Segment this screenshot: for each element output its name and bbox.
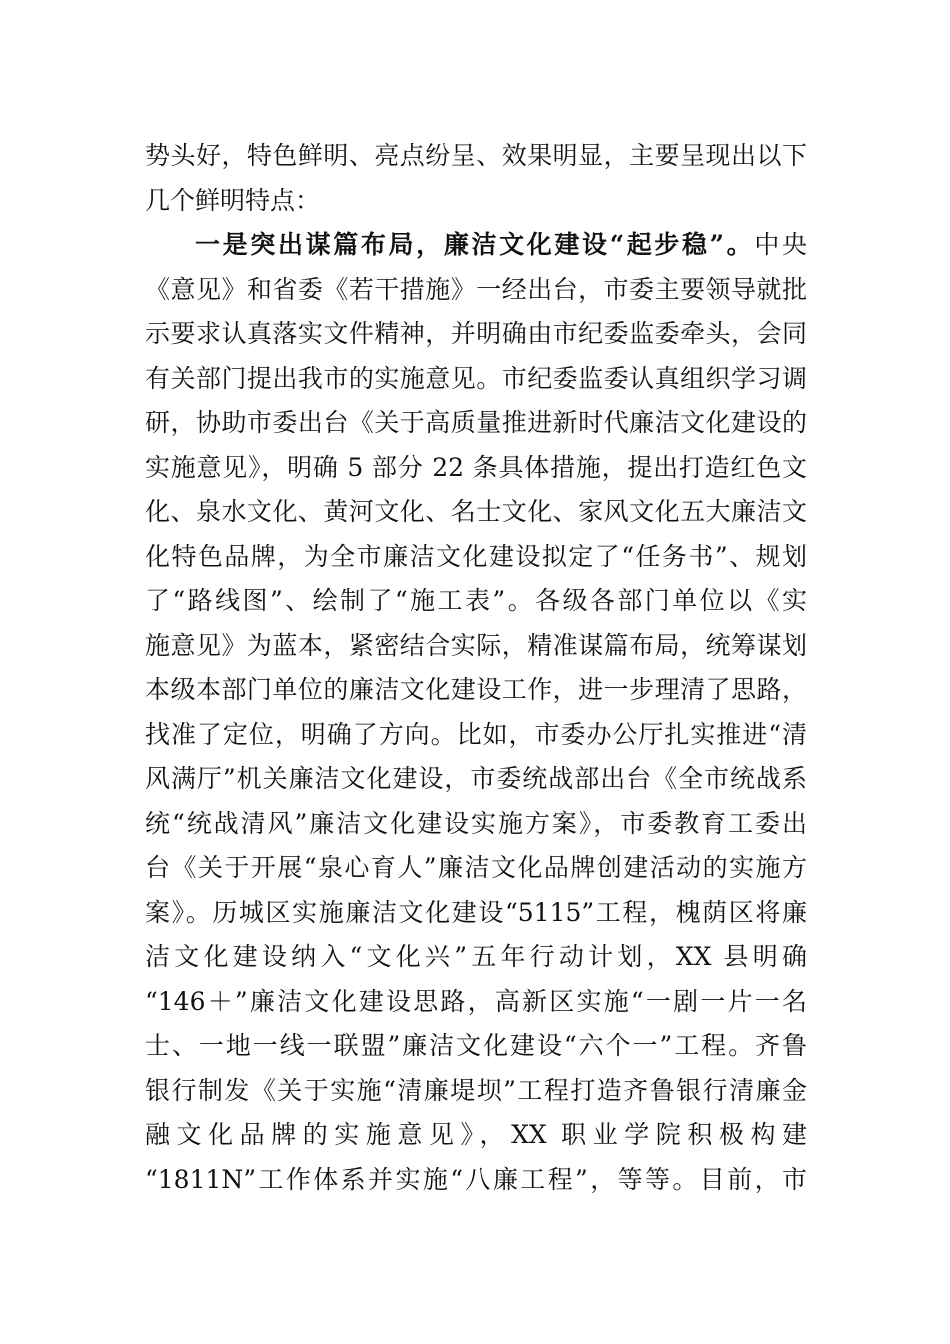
text-line: 士、一地一线一联盟”廉洁文化建设“六个一”工程。齐鲁	[145, 1031, 807, 1060]
text-span: 中央	[754, 230, 807, 259]
text-line: 施意见》为蓝本，紧密结合实际，精准谋篇布局，统筹谋划	[145, 630, 807, 660]
text-line: 势头好，特色鲜明、亮点纷呈、效果明显，主要呈现出以下	[145, 141, 807, 170]
text-line: 示要求认真落实文件精神，并明确由市纪委监委牵头，会同	[145, 319, 807, 348]
text-line: 洁文化建设纳入“文化兴”五年行动计划，XX 县明确	[145, 942, 807, 971]
text-line: 找准了定位，明确了方向。比如，市委办公厅扎实推进“清	[145, 719, 807, 749]
text-line: “146＋”廉洁文化建设思路，高新区实施“一剧一片一名	[145, 986, 807, 1016]
text-line: 统“统战清风”廉洁文化建设实施方案》，市委教育工委出	[145, 808, 807, 838]
text-line: 台《关于开展“泉心育人”廉洁文化品牌创建活动的实施方	[145, 853, 807, 882]
text-line: 风满厅”机关廉洁文化建设，市委统战部出台《全市统战系	[145, 764, 807, 793]
text-line: 融文化品牌的实施意见》，XX 职业学院积极构建	[145, 1120, 807, 1149]
paragraph-heading-line	[145, 223, 807, 268]
text-line: “1811N”工作体系并实施“八廉工程”，等等。目前，市	[145, 1164, 807, 1194]
text-line: 实施意见》，明确 5 部分 22 条具体措施，提出打造红色文	[145, 452, 807, 482]
text-line: 研，协助市委出台《关于高质量推进新时代廉洁文化建设的	[145, 408, 807, 437]
text-line: 几个鲜明特点：	[145, 185, 321, 215]
text-line: 案》。历城区实施廉洁文化建设“5115”工程，槐荫区将廉	[145, 897, 807, 927]
text-line: 《意见》和省委《若干措施》一经出台，市委主要领导就批	[145, 274, 807, 304]
text-line: 本级本部门单位的廉洁文化建设工作，进一步理清了思路，	[145, 675, 807, 704]
text-line: 了“路线图”、绘制了“施工表”。各级各部门单位以《实	[145, 586, 807, 615]
text-line: 化、泉水文化、黄河文化、名士文化、家风文化五大廉洁文	[145, 497, 807, 526]
document-page	[145, 134, 807, 1202]
section-heading: 一是突出谋篇布局，廉洁文化建设“起步稳”。	[195, 230, 755, 259]
text-line: 银行制发《关于实施“清廉堤坝”工程打造齐鲁银行清廉金	[145, 1075, 807, 1105]
text-line: 有关部门提出我市的实施意见。市纪委监委认真组织学习调	[145, 363, 807, 393]
text-line: 化特色品牌，为全市廉洁文化建设拟定了“任务书”、规划	[145, 541, 807, 571]
